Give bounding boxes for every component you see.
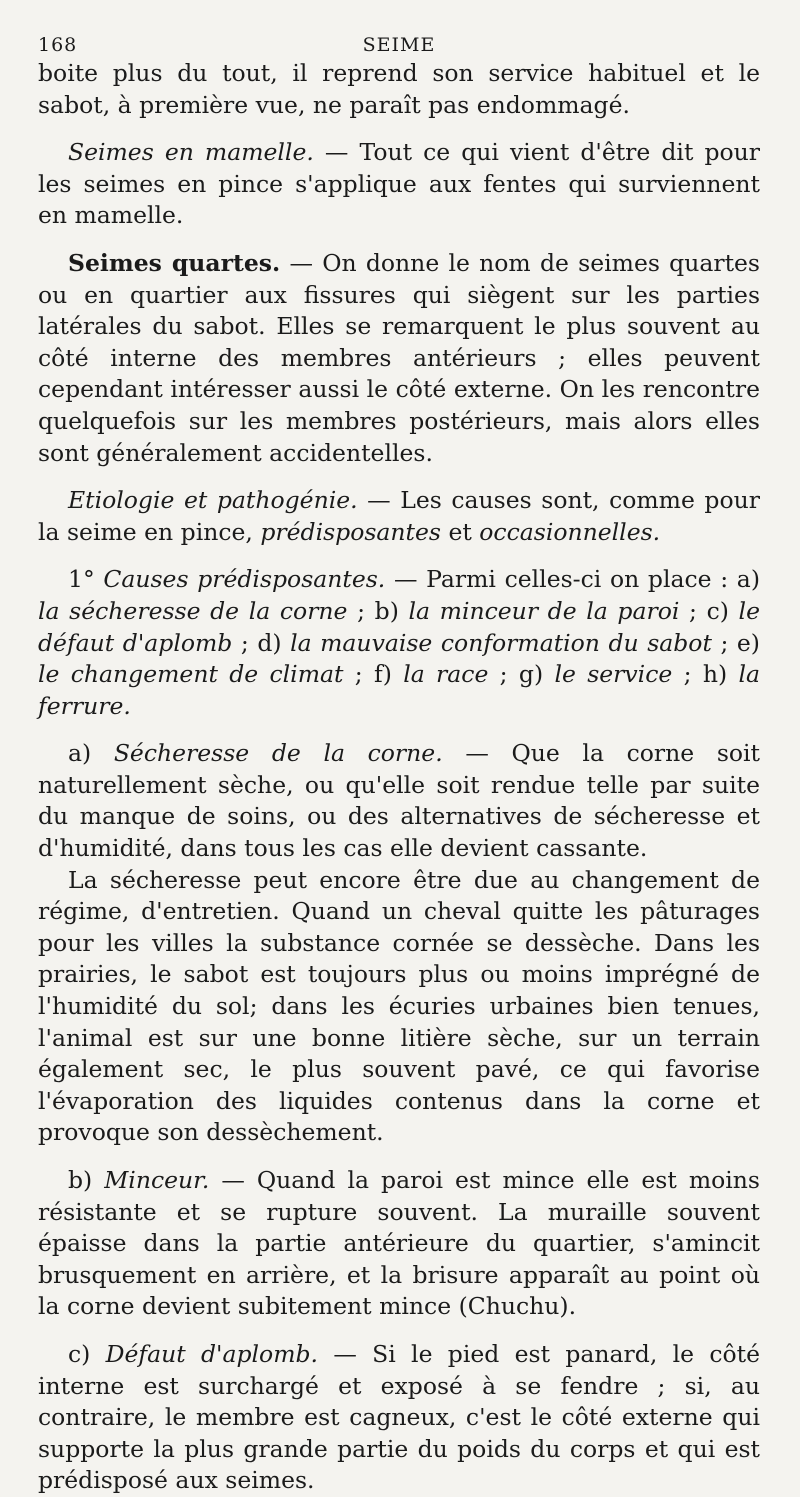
running-title: SEIME bbox=[362, 34, 436, 56]
page-header bbox=[38, 28, 760, 58]
text-run: la mauvaise conformation du sabot bbox=[290, 628, 712, 657]
text-run: la sécheresse de la corne bbox=[38, 596, 348, 625]
text-run: ; d) bbox=[232, 628, 291, 657]
page-number: 168 bbox=[38, 34, 78, 56]
paragraph-minceur bbox=[38, 1165, 760, 1323]
paragraph-etiologie bbox=[38, 485, 760, 548]
text-run: La sécheresse peut encore être due au changement de régime, d'entretien. Quand un cheval quitte les pâturages pour les villes la substance cornée se dessèche. Dans les prairies, le sabot est toujours plus ou moins imprégné de l'humidité du sol; dans les écuries urbaines bien tenues, l'animal est sur une bonne litière sèche, sur un terrain également sec, le plus souvent pavé, ce qui favorise l'évaporation des liquides contenus dans la corne et provoque son dessèchement. bbox=[38, 865, 760, 1147]
text-run: ; g) bbox=[488, 660, 555, 689]
text-run: la race bbox=[403, 660, 489, 689]
text-run: ; b) bbox=[347, 596, 409, 625]
text-run: le changement de climat bbox=[38, 660, 344, 689]
text-run: Seimes quartes. bbox=[68, 248, 281, 277]
text-run: — Quand la paroi est mince elle est moins résistante et se rupture souvent. La muraille souvent épaisse dans la partie antérieure du quartier, s'amincit brusquement en arrière, et la brisure apparaît au point où la corne devient subitement mince (Chuchu). bbox=[38, 1166, 760, 1321]
text-run: a) bbox=[68, 739, 114, 768]
paragraph-changement-regime bbox=[38, 865, 760, 1149]
paragraph-seimes-en-mamelle bbox=[38, 137, 760, 232]
text-run: le défaut d'aplomb bbox=[38, 596, 760, 657]
paragraph-seimes-quartes bbox=[38, 248, 760, 469]
text-run: — Que la corne soit naturellement sèche, ou qu'elle soit rendue telle par suite du manque de soins, ou des alternatives de sécheresse et d'humidité, dans tous les cas elle devient cassante. bbox=[38, 739, 761, 863]
text-run: prédisposantes bbox=[260, 517, 441, 546]
text-run: ; c) bbox=[679, 596, 739, 625]
text-run: Etiologie et pathogénie. bbox=[68, 486, 358, 515]
text-run: — Si le pied est panard, le côté interne est surchargé et exposé à se fendre ; si, au contraire, le membre est cagneux, c'est le côté externe qui supporte la plus grande partie du poids du corps et qui est prédisposé aux seimes. bbox=[38, 1339, 760, 1495]
text-run: ; h) bbox=[672, 660, 739, 689]
text-run: boite plus du tout, il reprend son service habituel et le sabot, à première vue, ne paraît pas endommagé. bbox=[38, 59, 760, 119]
text-run: c) bbox=[68, 1339, 106, 1368]
text-run: — Parmi celles-ci on place : a) bbox=[385, 565, 760, 594]
text-run: b) bbox=[68, 1166, 105, 1194]
text-run: Seimes en mamelle. bbox=[68, 138, 314, 167]
text-run: le service bbox=[554, 660, 673, 689]
text-run: — Les causes sont, comme pour la seime en pince, bbox=[38, 486, 760, 546]
text-run: — On donne le nom de seimes quartes ou en quartier aux fissures qui siègent sur les parties latérales du sabot. Elles se remarquent le plus souvent au côté interne des membres antérieurs ; elles peuvent cependant intéresser aussi le côté externe. On les rencontre quelquefois sur les membres postérieurs, mais alors elles sont généralement accidentelles. bbox=[38, 248, 760, 467]
text-run: Sécheresse de la corne. bbox=[113, 739, 443, 768]
text-run: la minceur de la paroi bbox=[408, 596, 680, 625]
text-run: ; f) bbox=[343, 660, 404, 689]
text-run: ; e) bbox=[711, 628, 760, 657]
text-run: — Tout ce qui vient d'être dit pour les seimes en pince s'applique aux fentes qui surviennent en mamelle. bbox=[38, 138, 761, 230]
text-run: et bbox=[440, 517, 480, 546]
text-run: la ferrure. bbox=[38, 660, 760, 720]
text-run: occasionnelles. bbox=[479, 517, 661, 546]
body-text bbox=[38, 58, 760, 1497]
paragraph-secheresse bbox=[38, 738, 760, 864]
text-run: 1° bbox=[68, 565, 104, 594]
paragraph-causes-predisposantes bbox=[38, 564, 760, 722]
text-run: Minceur. bbox=[104, 1166, 210, 1194]
text-run: Causes prédisposantes. bbox=[103, 565, 386, 594]
text-run: Défaut d'aplomb. bbox=[105, 1339, 319, 1368]
paragraph-continuation bbox=[38, 58, 760, 121]
